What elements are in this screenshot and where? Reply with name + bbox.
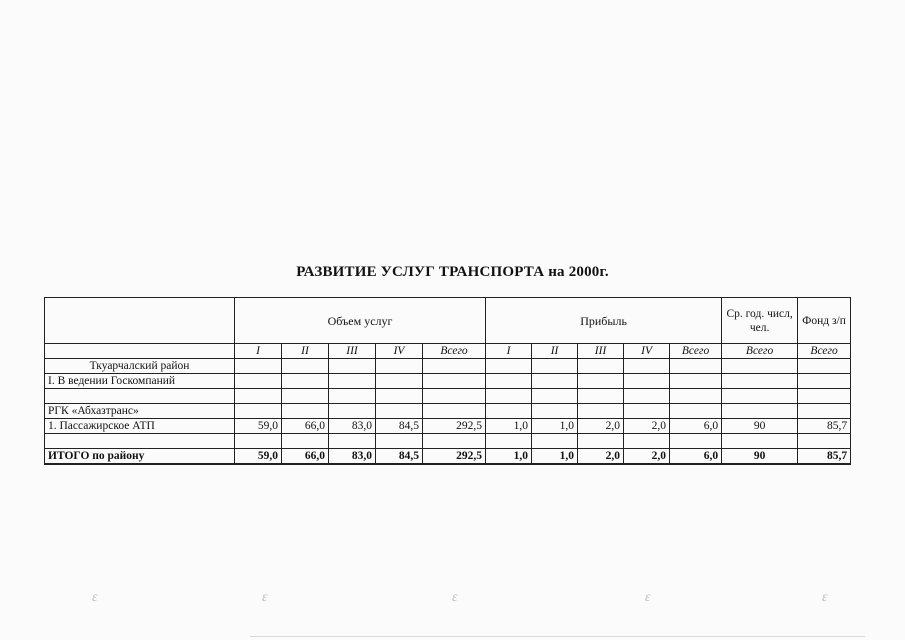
row-name: 1. Пассажирское АТП <box>45 419 235 434</box>
row-staff: 90 <box>722 419 798 434</box>
header-volume: Объем услуг <box>235 298 486 344</box>
blank-row <box>45 434 851 449</box>
subheader-volume-q1: I <box>235 344 282 359</box>
total-row <box>45 449 851 465</box>
row-fund: 85,7 <box>798 419 851 434</box>
row-vol-q4: 84,5 <box>376 419 423 434</box>
row-vol-q2: 66,0 <box>282 419 329 434</box>
total-vol-q3: 83,0 <box>329 449 376 465</box>
district-label: Ткуарчалский район <box>45 359 235 374</box>
district-row <box>45 359 851 374</box>
header-blank <box>45 298 235 344</box>
subheader-volume-q3: III <box>329 344 376 359</box>
header-row-quarters <box>45 344 851 359</box>
scan-artifact: ɛ <box>645 590 651 605</box>
subheader-fund-total: Всего <box>798 344 851 359</box>
row-prof-q2: 1,0 <box>532 419 578 434</box>
subheader-profit-q3: III <box>578 344 624 359</box>
header-fund: Фонд з/п <box>798 298 851 344</box>
row-vol-q1: 59,0 <box>235 419 282 434</box>
subheader-volume-q4: IV <box>376 344 423 359</box>
subheader-profit-total: Всего <box>670 344 722 359</box>
section-label: I. В ведении Госкомпаний <box>45 374 235 389</box>
total-vol-total: 292,5 <box>423 449 486 465</box>
total-vol-q4: 84,5 <box>376 449 423 465</box>
row-vol-q3: 83,0 <box>329 419 376 434</box>
row-vol-total: 292,5 <box>423 419 486 434</box>
total-prof-q3: 2,0 <box>578 449 624 465</box>
total-vol-q2: 66,0 <box>282 449 329 465</box>
company-label: РГК «Абхазтранс» <box>45 404 235 419</box>
row-prof-q3: 2,0 <box>578 419 624 434</box>
subheader-volume-q2: II <box>282 344 329 359</box>
scan-artifact: ɛ <box>92 590 98 605</box>
total-prof-total: 6,0 <box>670 449 722 465</box>
company-row <box>45 404 851 419</box>
header-row-groups <box>45 298 851 344</box>
section-row <box>45 374 851 389</box>
transport-table <box>44 297 851 465</box>
row-prof-q4: 2,0 <box>624 419 670 434</box>
subheader-profit-q2: II <box>532 344 578 359</box>
header-avg-staff: Ср. год. числ, чел. <box>722 298 798 344</box>
row-prof-q1: 1,0 <box>486 419 532 434</box>
subheader-staff-total: Всего <box>722 344 798 359</box>
total-vol-q1: 59,0 <box>235 449 282 465</box>
total-name: ИТОГО по району <box>45 449 235 465</box>
subheader-volume-total: Всего <box>423 344 486 359</box>
subheader-profit-q4: IV <box>624 344 670 359</box>
scan-artifact: ɛ <box>452 590 458 605</box>
blank-row <box>45 389 851 404</box>
scan-artifact: ɛ <box>262 590 268 605</box>
header-profit: Прибыль <box>486 298 722 344</box>
total-fund: 85,7 <box>798 449 851 465</box>
total-prof-q4: 2,0 <box>624 449 670 465</box>
total-staff: 90 <box>722 449 798 465</box>
scan-artifact: ɛ <box>822 590 828 605</box>
row-prof-total: 6,0 <box>670 419 722 434</box>
header-blank <box>45 344 235 359</box>
scan-edge-line <box>250 636 865 637</box>
document-title: РАЗВИТИЕ УСЛУГ ТРАНСПОРТА на 2000г. <box>296 264 609 280</box>
subheader-profit-q1: I <box>486 344 532 359</box>
total-prof-q1: 1,0 <box>486 449 532 465</box>
table-row <box>45 419 851 434</box>
total-prof-q2: 1,0 <box>532 449 578 465</box>
